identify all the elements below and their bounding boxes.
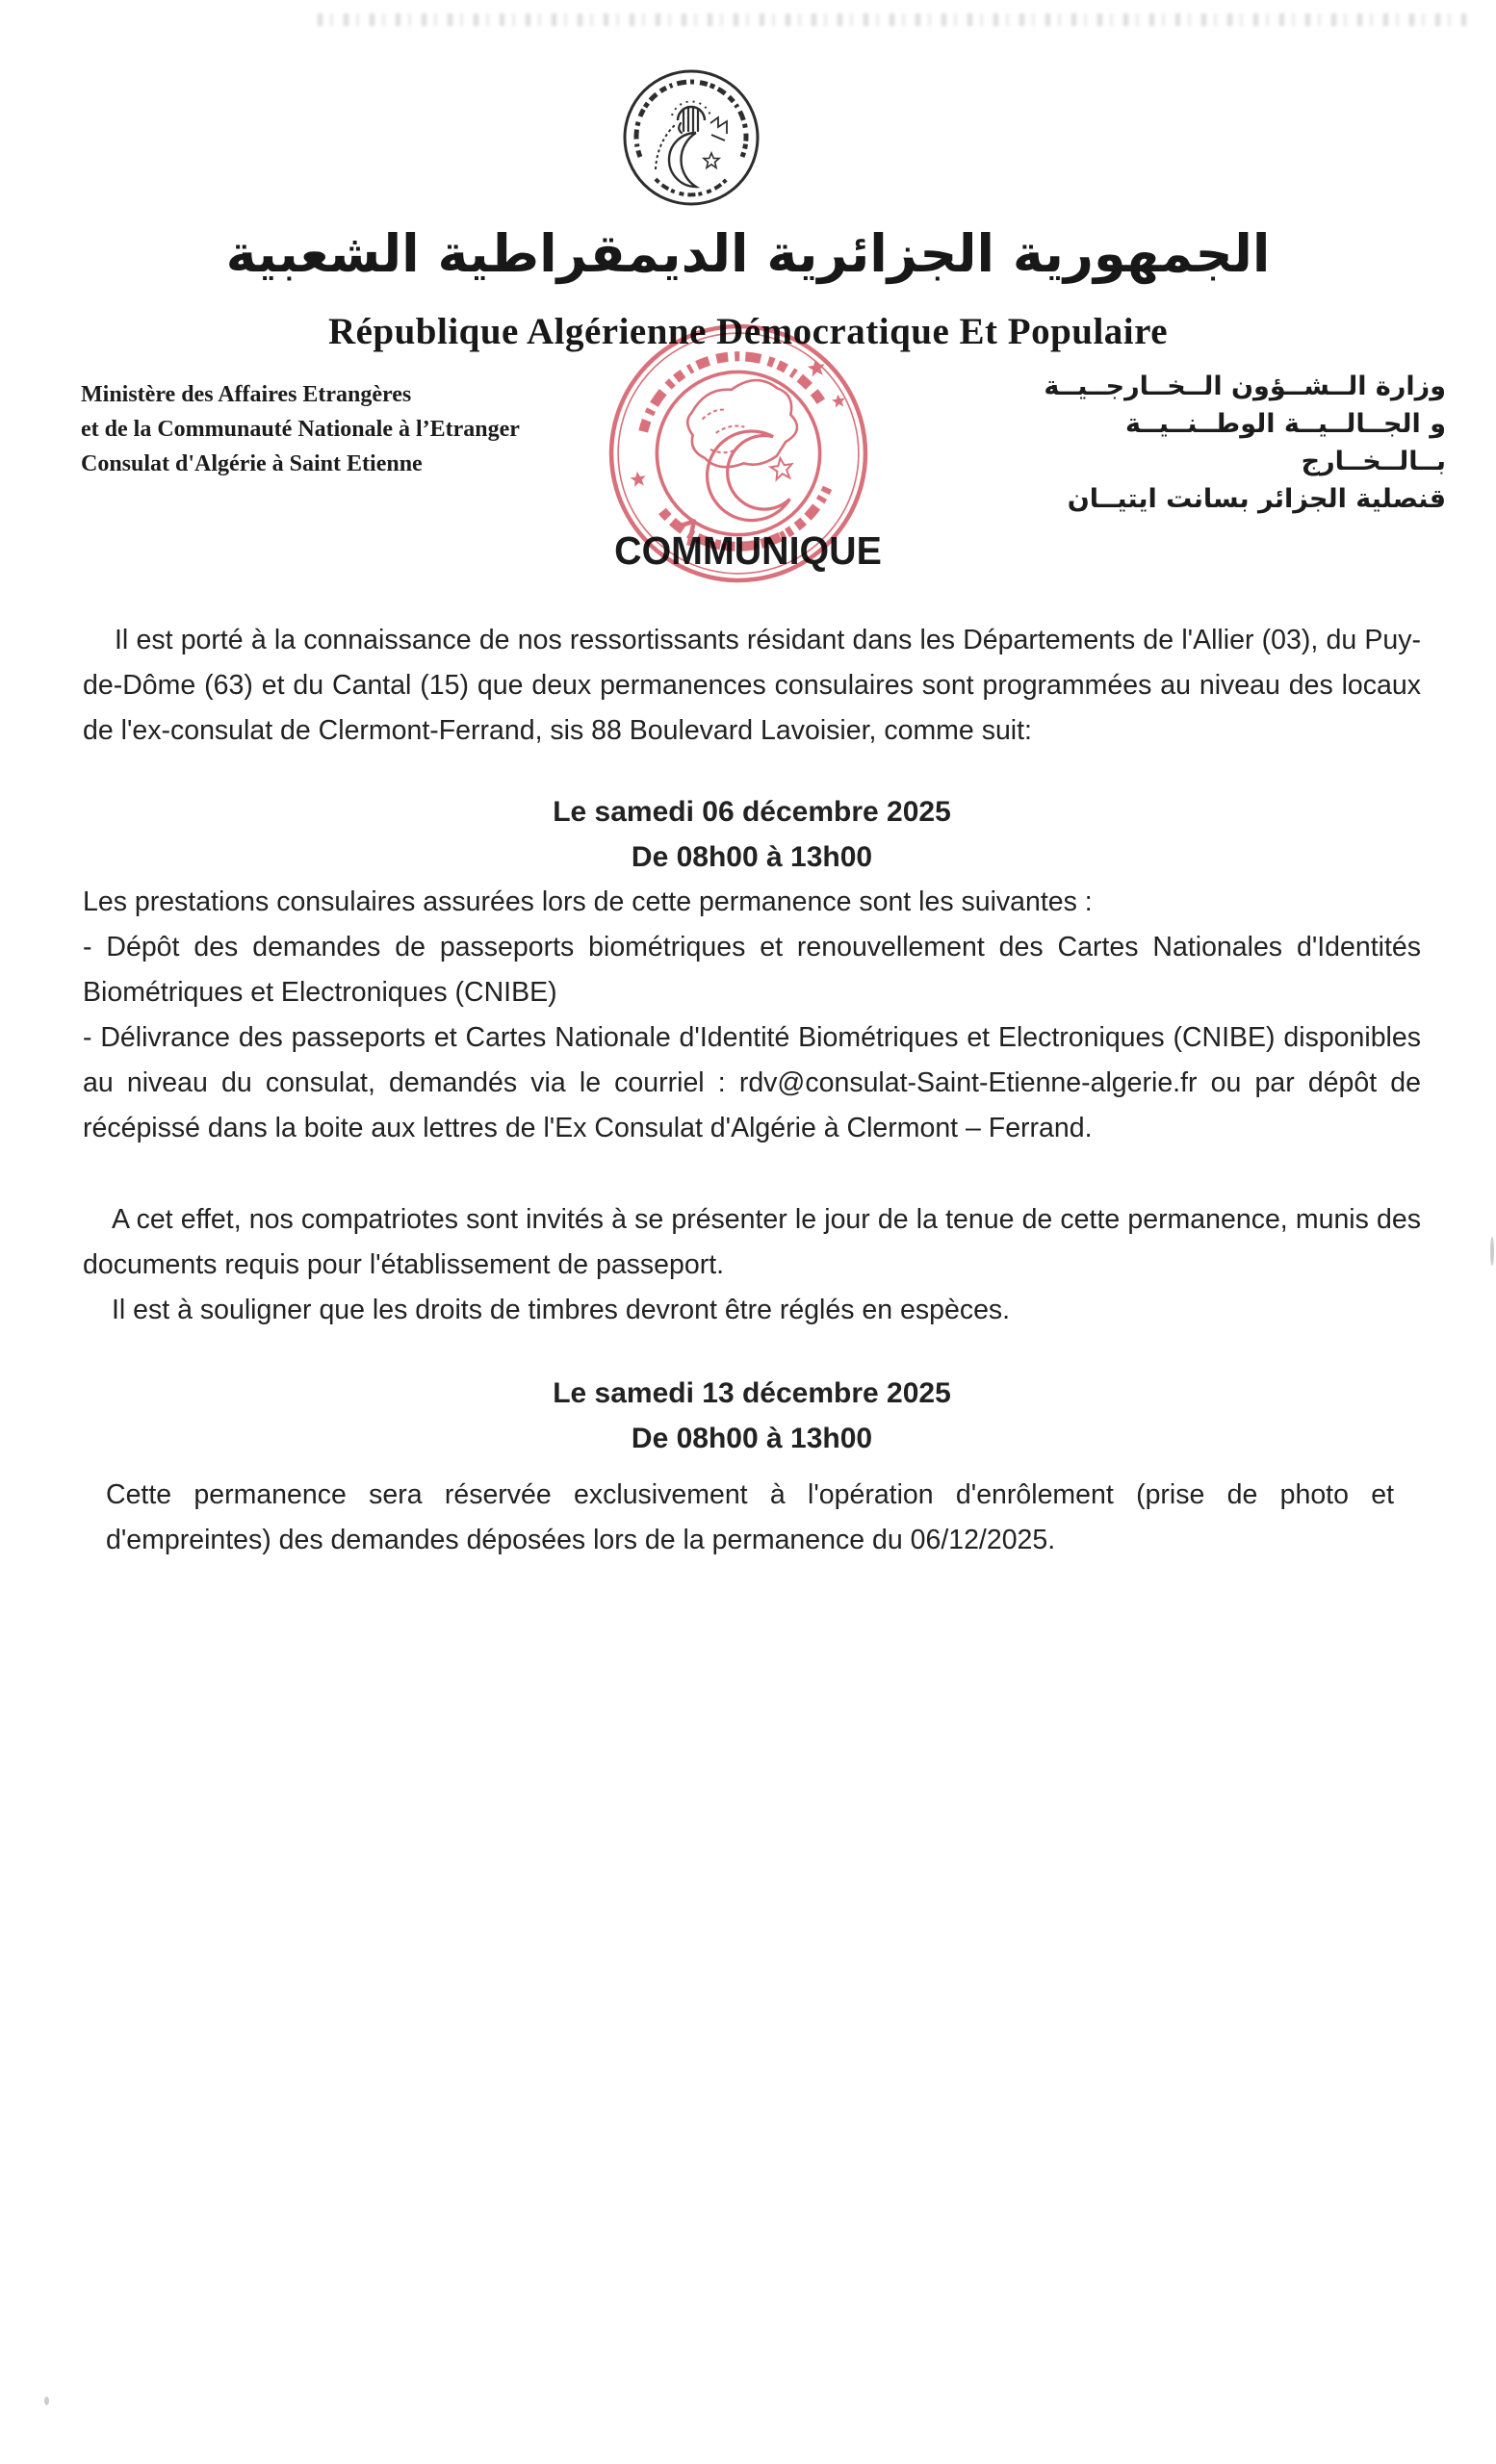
service-item-1: - Dépôt des demandes de passeports biométriques et renouvellement des Cartes Nationales d'Identités Biométriques et Electroniques (CNIBE) (83, 932, 1421, 1008)
scan-speck (1490, 1237, 1494, 1266)
arabic-republic-title: الجمهورية الجزائرية الديمقراطية الشعبية (225, 223, 1271, 284)
ministry-ar-line1: وزارة الــشــؤون الــخــارجــيــة (1044, 372, 1446, 401)
service-item-2: - Délivrance des passeports et Cartes Nationale d'Identité Biométriques et Electroniques (CNIBE) disponibles au niveau du consulat, demandés via le courriel : rdv@consulat-Saint-Etienne-algerie.fr ou par dépôt de récépissé dans la boite aux lettres de l'Ex Consulat d'Algérie à Clermont – Ferrand. (83, 1022, 1421, 1143)
consulate-round-stamp-icon (603, 318, 874, 589)
session2-date: Le samedi 13 décembre 2025 (553, 1377, 951, 1409)
ministry-fr-line3: Consulat d'Algérie à Saint Etienne (81, 451, 423, 476)
algeria-national-emblem-icon (619, 65, 763, 210)
session1-hours: De 08h00 à 13h00 (631, 841, 873, 873)
session2-heading (83, 1371, 1421, 1461)
french-republic-title: République Algérienne Démocratique Et Populaire (327, 311, 1169, 352)
session2-paragraph: Cette permanence sera réservée exclusivement à l'opération d'enrôlement (prise de photo et d'empreintes) des demandes déposées lors de la permanence du 06/12/2025. (106, 1479, 1394, 1555)
session2-hours: De 08h00 à 13h00 (631, 1423, 873, 1454)
scan-artifact-line (318, 13, 1468, 26)
ministry-ar-line2: و الجــالــيــة الوطــنــيــة بــالــخــارج (1124, 409, 1446, 476)
communique-title: COMMUNIQUE (614, 528, 882, 573)
ministry-block-ar (984, 368, 1446, 518)
ministry-ar-line3: قنصلية الجزائر بسانت ايتيــان (1067, 484, 1446, 514)
note-2: Il est à souligner que les droits de timbres devront être réglés en espèces. (112, 1295, 1011, 1325)
scan-speck (44, 2397, 49, 2405)
ministry-fr-line1: Ministère des Affaires Etrangères (81, 382, 412, 407)
communique-body (83, 618, 1421, 1563)
session1-heading (83, 789, 1421, 880)
ministry-fr-line2: et de la Communauté Nationale à l’Etranger (81, 417, 520, 442)
intro-paragraph: Il est porté à la connaissance de nos ressortissants résidant dans les Départements de l'Allier (03), du Puy-de-Dôme (63) et du Cantal (15) que deux permanences consulaires sont programmées au niveau des locaux de l'ex-consulat de Clermont-Ferrand, sis 88 Boulevard Lavoisier, comme suit: (83, 625, 1421, 746)
notes-block (83, 1197, 1421, 1333)
ministry-block-fr (81, 377, 620, 481)
services-intro: Les prestations consulaires assurées lors de cette permanence sont les suivantes : (83, 886, 1093, 917)
note-1: A cet effet, nos compatriotes sont invités à se présenter le jour de la tenue de cette permanence, munis des documents requis pour l'établissement de passeport. (83, 1204, 1421, 1280)
session1-date: Le samedi 06 décembre 2025 (553, 796, 951, 828)
